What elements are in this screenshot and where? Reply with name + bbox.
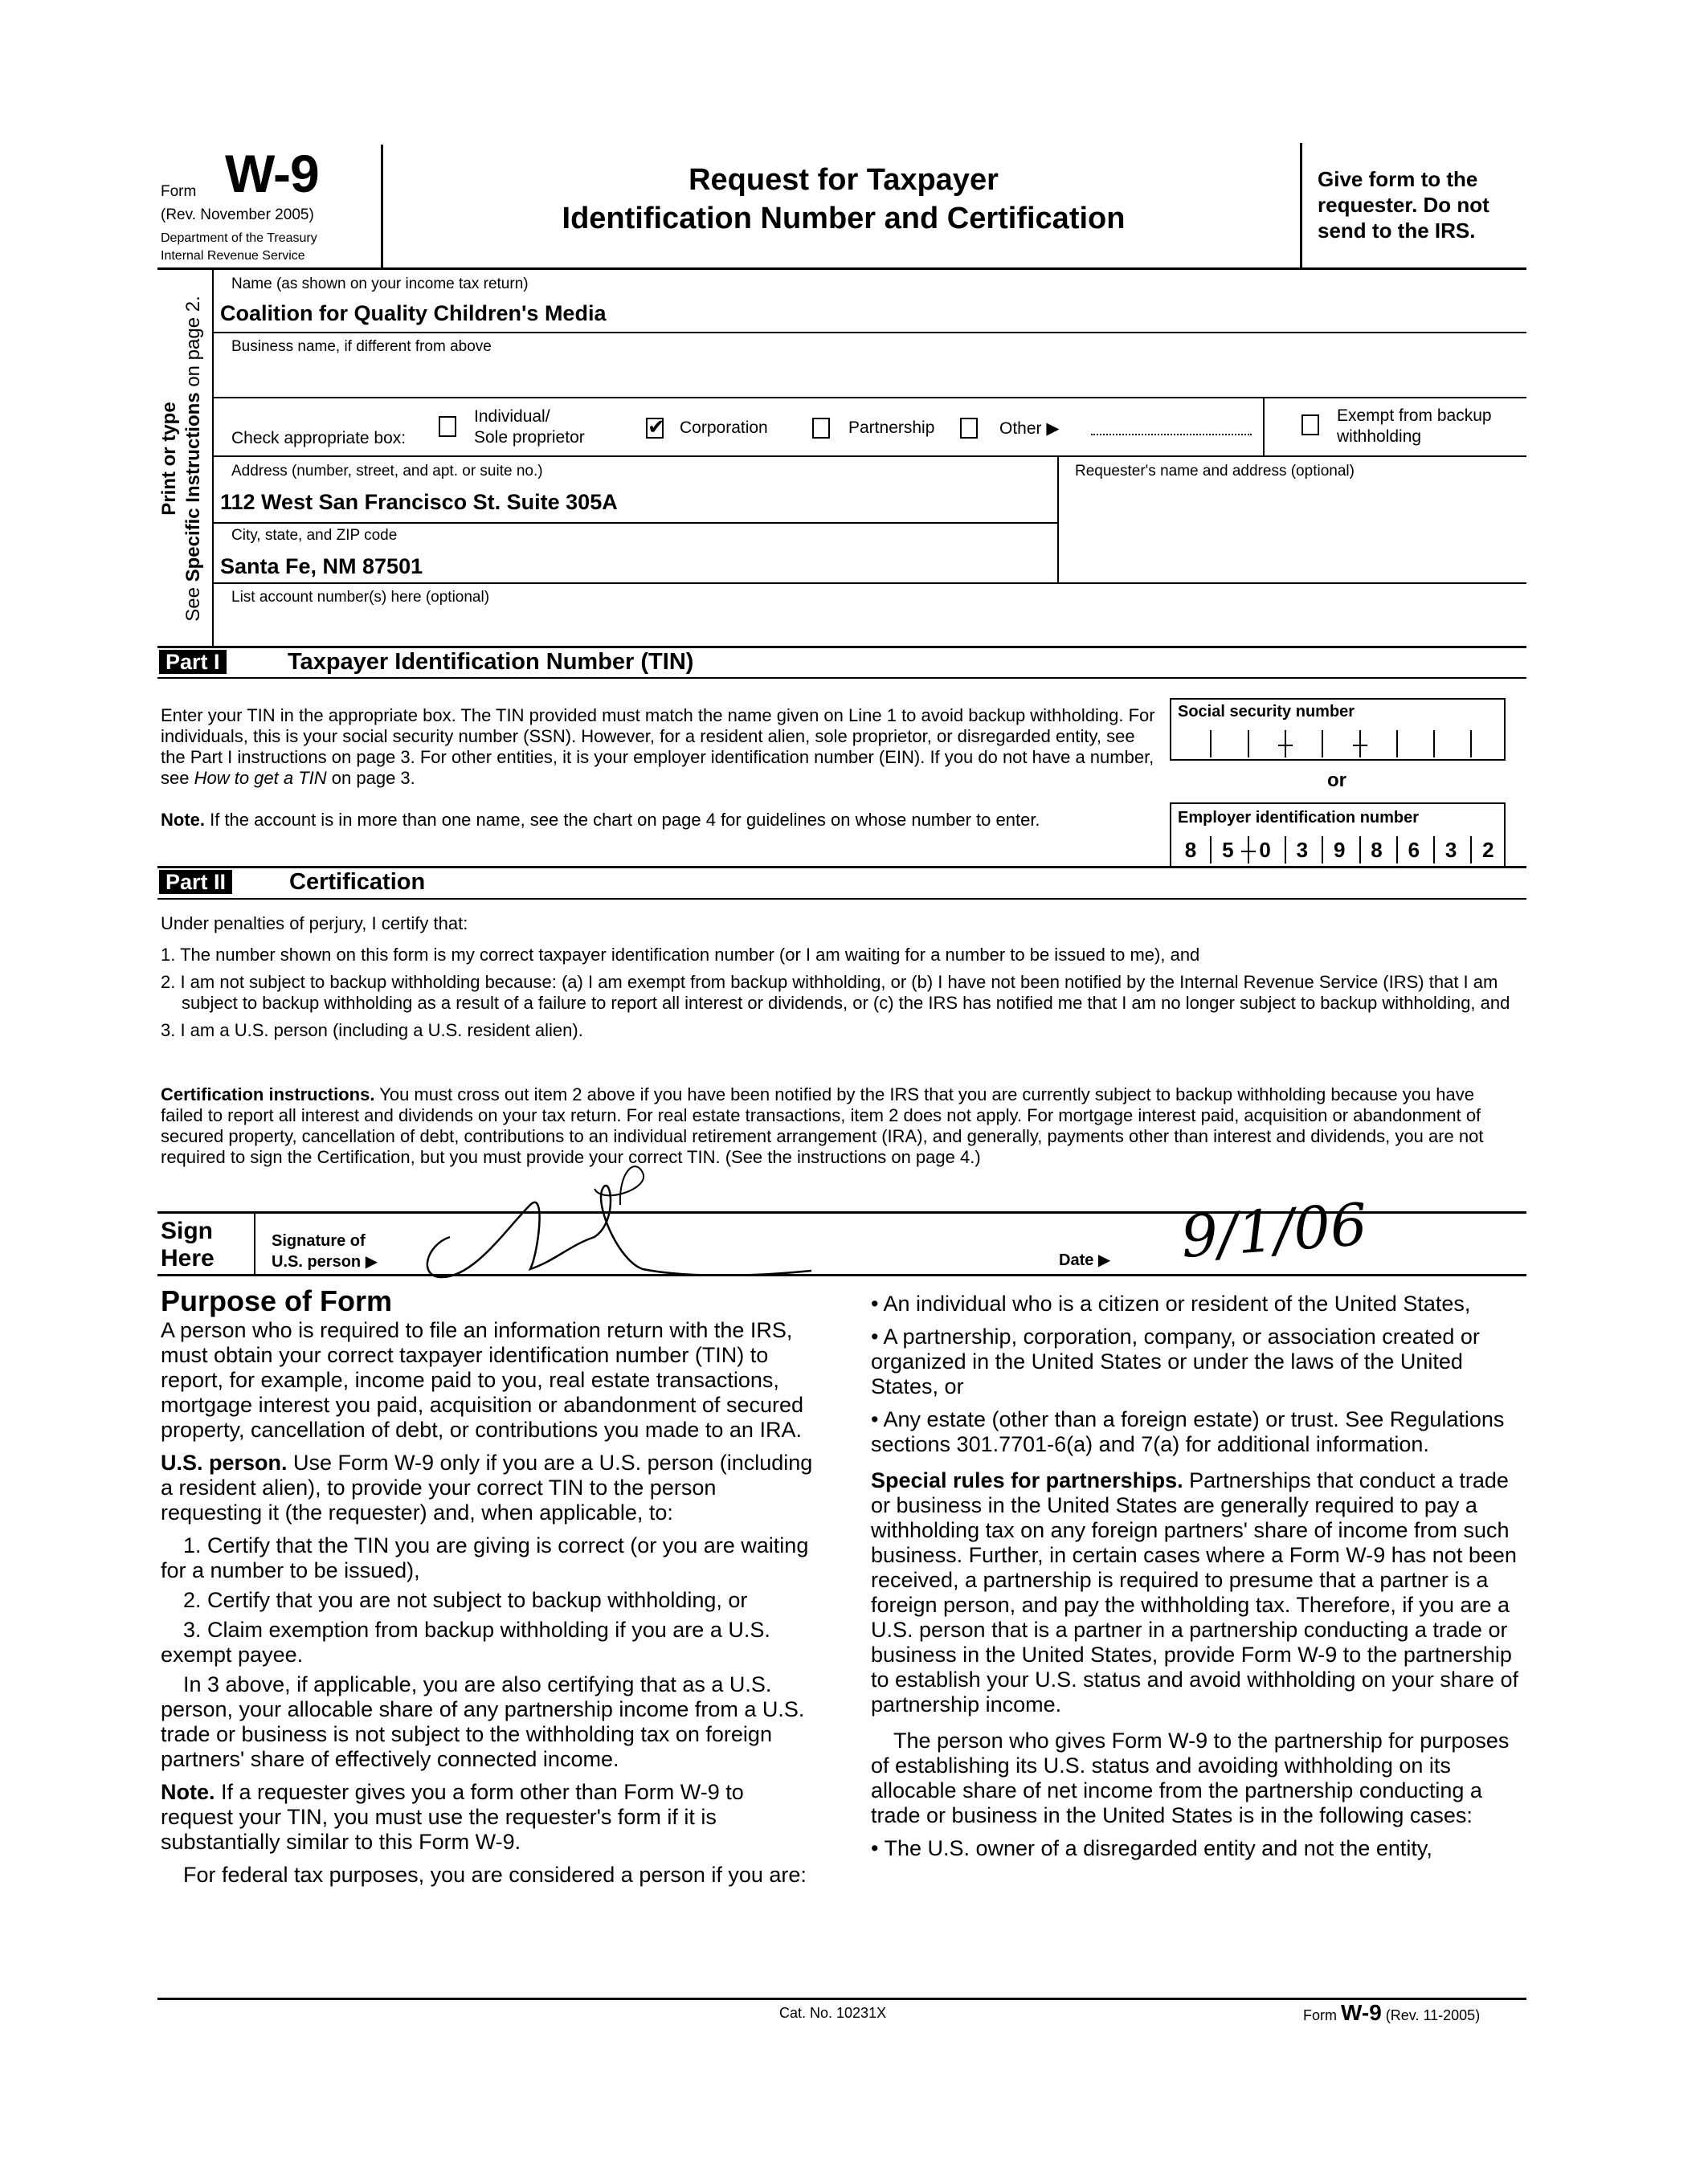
ein-digit[interactable]: 3 (1444, 838, 1457, 862)
signature-label-line2: U.S. person ▶ (272, 1253, 378, 1271)
certification-item: 1. The number shown on this form is my correct taxpayer identification number (or I am waiting for a number to be issued to me), and (161, 945, 1200, 965)
ein-digit[interactable]: 3 (1296, 838, 1309, 862)
sign-divider (254, 1214, 255, 1275)
title-line2: Identification Number and Certification (562, 202, 1126, 235)
form-number: W-9 (225, 144, 319, 203)
ssn-label: Social security number (1178, 703, 1355, 721)
ein-cell-divider (1285, 836, 1286, 863)
header-divider-right (1300, 143, 1302, 268)
sign-line1: Sign (161, 1218, 213, 1244)
us-person-text: Use Form W-9 only if you are a U.S. person (including a resident alien), to provide your correct TIN to the person requesting it (the requester) and, when applicable, to: (161, 1451, 813, 1525)
other-input[interactable] (1091, 434, 1252, 435)
give-line2: requester. Do not (1318, 193, 1489, 217)
part1-title: Taxpayer Identification Number (TIN) (288, 649, 694, 675)
exempt-label (1337, 406, 1492, 447)
rule (157, 646, 1526, 648)
signature-label-line1: Signature of (272, 1232, 366, 1250)
or-label: or (1327, 770, 1346, 791)
purpose-list-item: 1. Certify that the TIN you are giving is correct (or you are waiting for a number to be issued), (161, 1533, 809, 1582)
exempt-label-line2: withholding (1337, 427, 1422, 446)
ein-cell-divider (1322, 836, 1323, 863)
person-bullet: • A partnership, corporation, company, or association created or organized in the United States or under the laws of the United States, or (871, 1325, 1480, 1398)
ssn-cell-divider (1285, 730, 1286, 757)
part1-instructions-italic: How to get a TIN (194, 768, 327, 788)
sign-here-label (161, 1218, 215, 1272)
requester-label: Requester's name and address (optional) (1075, 463, 1355, 480)
ein-digit[interactable]: 0 (1259, 838, 1271, 862)
sidebar-line2-bold: Specific Instructions (182, 392, 204, 582)
exempt-divider (1263, 397, 1265, 456)
certification-intro: Under penalties of perjury, I certify that: (161, 913, 468, 933)
special-rules-text: Partnerships that conduct a trade or business in the United States are generally required to pay a withholding tax on any foreign partners' share of income from such business. Further, in certain cases where a Form W-9 has not been received, a partnership is required to presume that a partner is a foreign person, and pay the withholding tax. Therefore, if you are a U.S. person that is a partner in a partnership conducting a trade or business in the United States, provide Form W-9 to the partnership to establish your U.S. status and avoid withholding on your share of partnership income. (871, 1468, 1518, 1717)
header-divider-left (381, 145, 383, 268)
federal-paragraph: For federal tax purposes, you are considered a person if you are: (183, 1863, 807, 1887)
part2-title: Certification (289, 869, 426, 895)
part1-header (159, 649, 227, 675)
footer-form-word: Form (1303, 2007, 1337, 2023)
sidebar-line2-suffix: on page 2. (182, 296, 204, 393)
ein-digit[interactable]: 8 (1371, 838, 1383, 862)
special-rules-paragraph (871, 1468, 1530, 1717)
give-line3: send to the IRS. (1318, 218, 1476, 243)
form-title (386, 161, 1301, 238)
purpose-column (161, 1284, 819, 1896)
part1-instructions (161, 705, 1157, 789)
part1-note (161, 810, 1093, 831)
ssn-cell-divider (1322, 730, 1323, 757)
purpose-title: Purpose of Form (161, 1284, 393, 1317)
certification-instructions (161, 1084, 1518, 1168)
title-line1: Request for Taxpayer (689, 163, 999, 197)
footer-form-number: W-9 (1341, 2000, 1382, 2025)
individual-label-line1: Individual/ (474, 407, 550, 426)
name-label: Name (as shown on your income tax return) (231, 276, 529, 292)
rule (157, 677, 1526, 679)
ein-cell-divider (1470, 836, 1472, 863)
part1-note-bold: Note. (161, 810, 205, 830)
catalog-number: Cat. No. 10231X (779, 2005, 887, 2021)
certification-instructions-bold: Certification instructions. (161, 1084, 375, 1104)
certification-item: 2. I am not subject to backup withholding because: (a) I am exempt from backup withholding, or (b) I have not been notified by the Internal Revenue Service (IRS) that I am subject to backup withholding as a result of a failure to report all interest or dividends, or (c) the IRS has notified me that I am no longer subject to backup withholding, and (161, 972, 1510, 1013)
signature-field[interactable] (410, 1157, 860, 1285)
purpose-list-item: 3. Claim exemption from backup withholding if you are a U.S. exempt payee. (161, 1618, 770, 1667)
part1-instructions-tail: on page 3. (326, 768, 415, 788)
ein-cell-divider (1359, 836, 1361, 863)
ein-cell-divider (1248, 836, 1249, 863)
ein-digit[interactable]: 8 (1184, 838, 1197, 862)
rule (214, 332, 1526, 333)
purpose-paragraph: A person who is required to file an information return with the IRS, must obtain your correct taxpayer identification number (TIN) to report, for example, income paid to you, real estate transactions, mortgage interest you paid, acquisition or abandonment of secured property, cancellation of debt, or contributions you made to an IRA. (161, 1318, 803, 1442)
rule (157, 866, 1526, 868)
sidebar-line1: Print or type (158, 402, 180, 516)
ssn-cell-divider (1248, 730, 1249, 757)
certification-instructions-text: You must cross out item 2 above if you have been notified by the IRS that you are currently subject to backup withholding because you have failed to report all interest and dividends on your tax return. For real estate transactions, item 2 does not apply. For mortgage interest paid, acquisition or abandonment of secured property, cancellation of debt, contributions to an individual retirement arrangement (IRA), and generally, payments other than interest and dividends, you are not required to sign the Certification, but you must provide your correct TIN. (See the instructions on page 4.) (161, 1084, 1484, 1167)
purpose-list-item: 2. Certify that you are not subject to backup withholding, or (183, 1588, 748, 1612)
address-value[interactable]: 112 West San Francisco St. Suite 305A (220, 490, 618, 514)
in-three-paragraph: In 3 above, if applicable, you are also certifying that as a U.S. person, your allocable share of any partnership income from a U.S. trade or business is not subject to the withholding tax on foreign partners' share of effectively connected income. (161, 1672, 805, 1771)
ein-cell-divider (1210, 836, 1212, 863)
right-column (871, 1292, 1530, 1869)
part1-note-text: If the account is in more than one name, see the chart on page 4 for guidelines on whose number to enter. (205, 810, 1040, 830)
us-person-paragraph (161, 1451, 819, 1525)
check-box-label: Check appropriate box: (231, 429, 407, 447)
us-person-bold: U.S. person. (161, 1451, 288, 1475)
partnership-label: Partnership (848, 418, 935, 437)
footer-revision: (Rev. 11-2005) (1385, 2007, 1481, 2023)
sidebar-line2-prefix: See (182, 582, 204, 622)
rule (214, 397, 1526, 398)
sidebar-instructions (157, 270, 206, 647)
footer-form-id (1303, 2000, 1480, 2026)
ein-label: Employer identification number (1178, 809, 1420, 827)
rule (214, 455, 1526, 457)
form-revision: (Rev. November 2005) (161, 206, 314, 223)
ssn-cell-divider (1433, 730, 1435, 757)
owner-bullet: • The U.S. owner of a disregarded entity and not the entity, (871, 1836, 1432, 1860)
part1-instructions-text: Enter your TIN in the appropriate box. The TIN provided must match the name given on Line 1 to avoid backup withholding. For individuals, this is your social security number (SSN). However, for a resident alien, sole proprietor, or disregarded entity, see the Part I instructions on page 3. For other entities, it is your employer identification number (EIN). If you do not have a number, see (161, 705, 1155, 788)
corporation-label: Corporation (680, 418, 768, 437)
account-numbers-label: List account number(s) here (optional) (231, 589, 490, 606)
person-gives-paragraph: The person who gives Form W-9 to the partnership for purposes of establishing its U.S. status and avoiding withholding on its allocable share of net income from the partnership conducting a trade or business in the United States is in the following cases: (871, 1729, 1510, 1827)
ssn-cell-divider (1470, 730, 1472, 757)
purpose-note (161, 1780, 819, 1855)
signature-label (272, 1231, 378, 1272)
ssn-cell-divider (1210, 730, 1212, 757)
department-line2: Internal Revenue Service (161, 249, 305, 263)
ssn-cell-divider (1359, 730, 1361, 757)
ein-dash (1241, 851, 1256, 852)
part2-header (159, 869, 232, 895)
certification-item: 3. I am a U.S. person (including a U.S. resident alien). (161, 1020, 583, 1040)
individual-checkbox[interactable] (439, 416, 456, 437)
city-value[interactable]: Santa Fe, NM 87501 (220, 554, 423, 578)
sidebar-line2 (182, 270, 206, 647)
rule (214, 522, 1059, 524)
person-bullet: • An individual who is a citizen or resident of the United States, (871, 1292, 1471, 1316)
corporation-checkbox[interactable] (646, 418, 664, 439)
city-label: City, state, and ZIP code (231, 527, 398, 544)
other-checkbox[interactable] (960, 418, 978, 439)
header-bottom-rule (157, 267, 1526, 270)
name-value[interactable]: Coalition for Quality Children's Media (220, 301, 607, 325)
purpose-note-bold: Note. (161, 1780, 215, 1804)
sign-line2: Here (161, 1245, 215, 1272)
partnership-checkbox[interactable] (812, 418, 830, 439)
address-label: Address (number, street, and apt. or suite no.) (231, 463, 543, 480)
give-form-note (1318, 166, 1489, 243)
rule (157, 1274, 1526, 1276)
ein-digit[interactable]: 5 (1222, 838, 1234, 862)
ein-digit[interactable]: 2 (1482, 838, 1494, 862)
ssn-dash (1278, 745, 1293, 746)
purpose-note-text: If a requester gives you a form other than Form W-9 to request your TIN, you must use the requester's form if it is substantially similar to this Form W-9. (161, 1780, 744, 1854)
part2-tag: Part II (159, 870, 232, 894)
rule (157, 898, 1526, 900)
rule (214, 582, 1526, 584)
ein-digit[interactable]: 6 (1408, 838, 1420, 862)
requester-divider (1057, 457, 1059, 582)
ssn-dash (1353, 745, 1367, 746)
date-label: Date ▶ (1059, 1251, 1111, 1269)
individual-label (474, 406, 585, 448)
department-line1: Department of the Treasury (161, 231, 317, 245)
business-name-label: Business name, if different from above (231, 338, 492, 355)
part1-tag: Part I (159, 650, 227, 674)
form-word: Form (161, 183, 197, 200)
ssn-box[interactable] (1170, 698, 1506, 761)
date-value[interactable]: 9/1/06 (1179, 1190, 1370, 1271)
ssn-cell-divider (1396, 730, 1398, 757)
sidebar-divider (212, 270, 214, 647)
individual-label-line2: Sole proprietor (474, 428, 585, 447)
person-bullet: • Any estate (other than a foreign estate) or trust. See Regulations sections 301.7701-6(a) and 7(a) for additional information. (871, 1407, 1505, 1456)
give-line1: Give form to the (1318, 167, 1478, 191)
ein-box[interactable] (1170, 802, 1506, 867)
certification-items (161, 945, 1518, 1047)
ein-digit[interactable]: 9 (1333, 838, 1346, 862)
exempt-checkbox[interactable] (1301, 414, 1319, 435)
special-rules-bold: Special rules for partnerships. (871, 1468, 1183, 1492)
ein-cell-divider (1396, 836, 1398, 863)
other-label: Other ▶ (999, 419, 1060, 438)
exempt-label-line1: Exempt from backup (1337, 406, 1492, 425)
ein-cell-divider (1433, 836, 1435, 863)
